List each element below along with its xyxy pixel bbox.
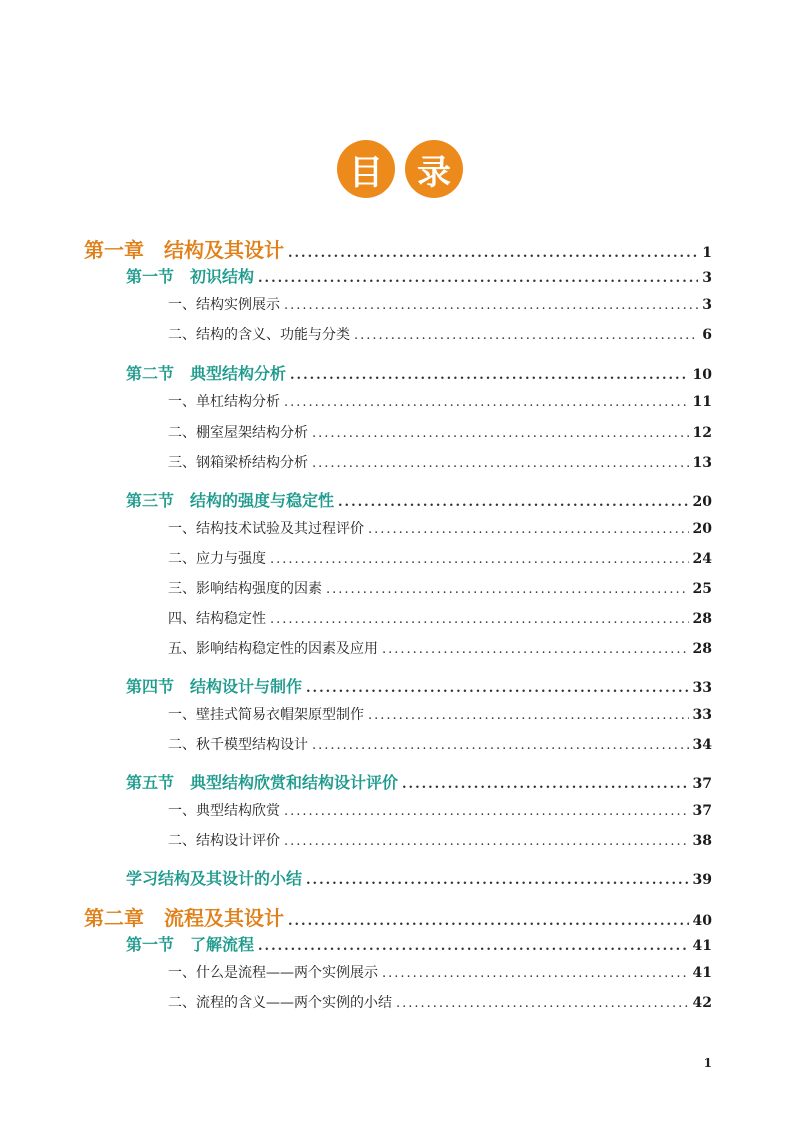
toc-entry-label: 第一节 初识结构 — [126, 267, 255, 286]
toc-entry-label: 五、影响结构稳定性的因素及应用 — [168, 641, 378, 657]
dot-leader — [312, 426, 689, 441]
dot-leader — [284, 804, 689, 819]
dot-leader — [402, 777, 689, 792]
toc-entry-page: 42 — [692, 995, 712, 1011]
toc-entry-section[interactable] — [126, 361, 712, 384]
toc-entry-page: 24 — [692, 551, 712, 567]
toc-entry-page: 37 — [692, 776, 712, 792]
dot-leader — [368, 522, 689, 537]
toc-entry-label: 二、棚室屋架结构分析 — [168, 425, 308, 441]
dot-leader — [382, 966, 689, 981]
dot-leader — [284, 834, 689, 849]
toc-entry-sub[interactable] — [168, 704, 712, 724]
toc-entry-page: 41 — [692, 938, 712, 954]
toc-entry-label: 一、结构实例展示 — [168, 297, 280, 313]
dot-leader — [306, 681, 689, 696]
toc-entry-sub[interactable] — [168, 800, 712, 820]
toc-entry-label: 三、影响结构强度的因素 — [168, 581, 322, 597]
dot-leader — [288, 246, 698, 261]
toc-entry-label: 二、应力与强度 — [168, 551, 266, 567]
toc-entry-page: 3 — [702, 297, 712, 313]
dot-leader — [270, 612, 689, 627]
toc-entry-label: 一、壁挂式简易衣帽架原型制作 — [168, 707, 364, 723]
toc-entry-page: 34 — [692, 737, 712, 753]
toc-entry-label: 一、结构技术试验及其过程评价 — [168, 521, 364, 537]
toc-entry-page: 40 — [692, 913, 712, 929]
toc-entry-label: 第一章 结构及其设计 — [84, 238, 284, 262]
toc-entry-label: 二、流程的含义——两个实例的小结 — [168, 995, 392, 1011]
toc-entry-page: 41 — [692, 965, 712, 981]
page-number: 1 — [703, 1056, 712, 1070]
toc-entry-page: 6 — [702, 327, 712, 343]
dot-leader — [270, 552, 689, 567]
dot-leader — [284, 395, 689, 410]
toc-entry-sub[interactable] — [168, 992, 712, 1012]
toc-entry-section[interactable] — [126, 770, 712, 793]
toc-entry-page: 11 — [692, 394, 712, 410]
toc-entry-sub[interactable] — [168, 830, 712, 850]
toc-entry-page: 20 — [692, 521, 712, 537]
title-char-1: 目 — [337, 140, 395, 198]
toc-entry-label: 四、结构稳定性 — [168, 611, 266, 627]
dot-leader — [306, 873, 689, 888]
toc-entry-sub[interactable] — [168, 548, 712, 568]
toc-entry-sub[interactable] — [168, 518, 712, 538]
dot-leader — [258, 939, 689, 954]
toc-entry-page: 10 — [692, 367, 712, 383]
toc-entry-sub[interactable] — [168, 391, 712, 411]
toc-entry-sub[interactable] — [168, 422, 712, 442]
toc-entry-page: 12 — [692, 425, 712, 441]
toc-entry-sub[interactable] — [168, 962, 712, 982]
dot-leader — [338, 495, 689, 510]
toc-entry-page: 20 — [692, 494, 712, 510]
dot-leader — [312, 738, 689, 753]
toc-entry-page: 13 — [692, 455, 712, 471]
dot-leader — [382, 642, 689, 657]
toc-entry-label: 二、结构的含义、功能与分类 — [168, 327, 350, 343]
toc-entry-label: 第三节 结构的强度与稳定性 — [126, 491, 335, 510]
toc-entry-sub[interactable] — [168, 638, 712, 658]
title-char-2: 录 — [405, 140, 463, 198]
toc-entry-label: 二、结构设计评价 — [168, 833, 280, 849]
toc-entry-label: 一、什么是流程——两个实例展示 — [168, 965, 378, 981]
dot-leader — [312, 456, 689, 471]
toc-entry-section[interactable] — [126, 264, 712, 287]
dot-leader — [290, 368, 689, 383]
toc-entry-label: 第二节 典型结构分析 — [126, 364, 287, 383]
toc-entry-sub[interactable] — [168, 324, 712, 344]
toc-entry-page: 33 — [692, 707, 712, 723]
dot-leader — [288, 914, 689, 929]
toc-entry-page: 28 — [692, 611, 712, 627]
toc-entry-page: 3 — [702, 270, 712, 286]
toc-entry-sub[interactable] — [168, 578, 712, 598]
toc-entry-page: 33 — [692, 680, 712, 696]
toc-entry-page: 25 — [692, 581, 712, 597]
toc-entry-page: 38 — [692, 833, 712, 849]
toc-entry-label: 二、秋千模型结构设计 — [168, 737, 308, 753]
toc-entry-page: 1 — [702, 245, 712, 261]
toc-entry-sub[interactable] — [168, 452, 712, 472]
dot-leader — [258, 271, 698, 286]
toc-entry-page: 39 — [692, 872, 712, 888]
toc-entry-section[interactable] — [126, 932, 712, 955]
toc-title — [0, 140, 800, 198]
toc-entry-chapter[interactable] — [84, 234, 712, 263]
toc-entry-label: 第四节 结构设计与制作 — [126, 677, 303, 696]
dot-leader — [354, 328, 698, 343]
toc-entry-page: 28 — [692, 641, 712, 657]
toc-entry-section[interactable] — [126, 674, 712, 697]
toc-entry-section[interactable] — [126, 488, 712, 511]
toc-entry-label: 第五节 典型结构欣赏和结构设计评价 — [126, 773, 399, 792]
dot-leader — [326, 582, 689, 597]
toc-entry-label: 三、钢箱梁桥结构分析 — [168, 455, 308, 471]
toc-entry-label: 一、单杠结构分析 — [168, 394, 280, 410]
toc-entry-label: 第二章 流程及其设计 — [84, 906, 284, 930]
dot-leader — [396, 996, 689, 1011]
dot-leader — [284, 298, 698, 313]
toc-entry-sub[interactable] — [168, 734, 712, 754]
toc-entry-page: 37 — [692, 803, 712, 819]
toc-entry-chapter[interactable] — [84, 902, 712, 931]
toc-entry-label: 第一节 了解流程 — [126, 935, 255, 954]
toc-entry-sub[interactable] — [168, 294, 712, 314]
toc-entry-label: 学习结构及其设计的小结 — [126, 869, 303, 888]
dot-leader — [368, 708, 689, 723]
toc-entry-label: 一、典型结构欣赏 — [168, 803, 280, 819]
toc-entry-sub[interactable] — [168, 608, 712, 628]
toc-entry-section[interactable] — [126, 866, 712, 889]
